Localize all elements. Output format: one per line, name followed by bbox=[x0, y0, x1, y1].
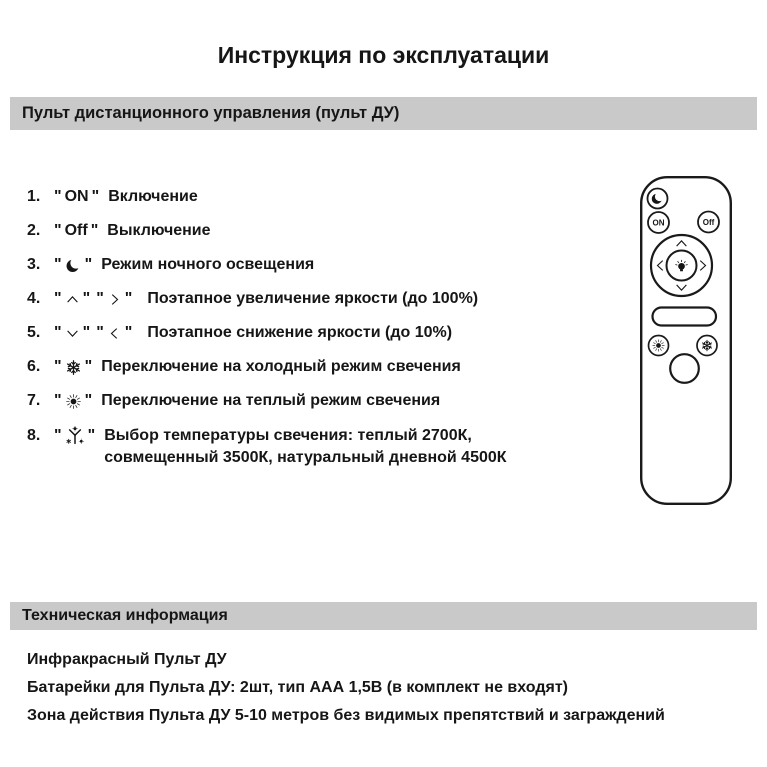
tech-line bbox=[27, 646, 757, 674]
list-item bbox=[27, 350, 627, 384]
item-icon-group bbox=[51, 425, 98, 447]
quote-mark: " bbox=[54, 256, 62, 273]
quote-mark: " bbox=[91, 188, 100, 205]
tech-line-text: Зона действия Пульта ДУ 5-10 метров без видимых препятствий и заграждений bbox=[27, 707, 665, 724]
list-item bbox=[27, 384, 627, 418]
page-title: Инструкция по эксплуатации bbox=[217, 42, 550, 68]
off-button-label: Off bbox=[702, 217, 715, 227]
item-text: Переключение на холодный режим свечения bbox=[101, 358, 461, 375]
quote-mark: " bbox=[54, 188, 62, 205]
section-header-tech-label: Техническая информация bbox=[22, 607, 228, 624]
quote-mark: " bbox=[84, 392, 93, 409]
item-number: 6. bbox=[27, 358, 41, 375]
instruction-list bbox=[27, 180, 627, 469]
item-number: 1. bbox=[27, 188, 41, 205]
item-text: Переключение на теплый режим свечения bbox=[101, 392, 441, 409]
item-text: Поэтапное снижение яркости (до 10%) bbox=[147, 324, 453, 341]
quote-mark: " bbox=[54, 427, 62, 444]
item-text: Выключение bbox=[107, 222, 211, 239]
quote-mark: " bbox=[54, 290, 62, 307]
tech-line bbox=[27, 702, 757, 730]
quote-mark: " bbox=[87, 427, 96, 444]
off-button-label: Off bbox=[64, 222, 88, 239]
quote-mark: " bbox=[54, 222, 62, 239]
temperature-select-icon bbox=[65, 426, 85, 446]
quote-mark: " bbox=[96, 324, 104, 341]
chevron-left-icon bbox=[107, 326, 122, 341]
section-header-remote-label: Пульт дистанционного управления (пульт ДУ) bbox=[22, 104, 400, 122]
item-number: 7. bbox=[27, 392, 41, 409]
tech-line-text: Батарейки для Пульта ДУ: 2шт, тип ААА 1,5В (в комплект не входят) bbox=[27, 679, 568, 696]
item-text: Включение bbox=[108, 188, 198, 205]
tech-line bbox=[27, 674, 757, 702]
list-item bbox=[27, 248, 627, 282]
item-number: 5. bbox=[27, 324, 41, 341]
item-number: 3. bbox=[27, 256, 41, 273]
item-number: 8. bbox=[27, 427, 41, 444]
quote-mark: " bbox=[84, 256, 93, 273]
quote-mark: " bbox=[124, 324, 133, 341]
quote-mark: " bbox=[54, 358, 62, 375]
tech-info bbox=[27, 646, 757, 730]
list-item bbox=[27, 316, 627, 350]
item-text: Режим ночного освещения bbox=[101, 256, 315, 273]
remote-illustration bbox=[640, 176, 732, 505]
item-text-line1: Выбор температуры свечения: теплый 2700К, bbox=[104, 427, 472, 444]
quote-mark: " bbox=[82, 290, 91, 307]
item-text: Поэтапное увеличение яркости (до 100%) bbox=[147, 290, 479, 307]
list-item bbox=[27, 214, 627, 248]
item-number: 4. bbox=[27, 290, 41, 307]
on-button-label: ON bbox=[64, 188, 89, 205]
list-item bbox=[27, 282, 627, 316]
snowflake-icon bbox=[65, 359, 82, 376]
list-item bbox=[27, 425, 627, 469]
quote-mark: " bbox=[82, 324, 91, 341]
chevron-right-icon bbox=[107, 292, 122, 307]
chevron-up-icon bbox=[65, 292, 80, 307]
chevron-down-icon bbox=[65, 326, 80, 341]
quote-mark: " bbox=[84, 358, 93, 375]
tech-line-text: Инфракрасный Пульт ДУ bbox=[27, 651, 227, 668]
quote-mark: " bbox=[90, 222, 99, 239]
moon-icon bbox=[65, 257, 82, 274]
quote-mark: " bbox=[54, 324, 62, 341]
item-number: 2. bbox=[27, 222, 41, 239]
list-item bbox=[27, 180, 627, 214]
section-header-remote bbox=[10, 97, 757, 130]
on-button-label: ON bbox=[652, 218, 665, 228]
quote-mark: " bbox=[96, 290, 104, 307]
item-text bbox=[104, 425, 506, 469]
sun-icon bbox=[65, 393, 82, 410]
quote-mark: " bbox=[54, 392, 62, 409]
section-header-tech bbox=[10, 602, 757, 630]
item-text-line2: совмещенный 3500К, натуральный дневной 4500К bbox=[104, 449, 507, 466]
quote-mark: " bbox=[124, 290, 133, 307]
